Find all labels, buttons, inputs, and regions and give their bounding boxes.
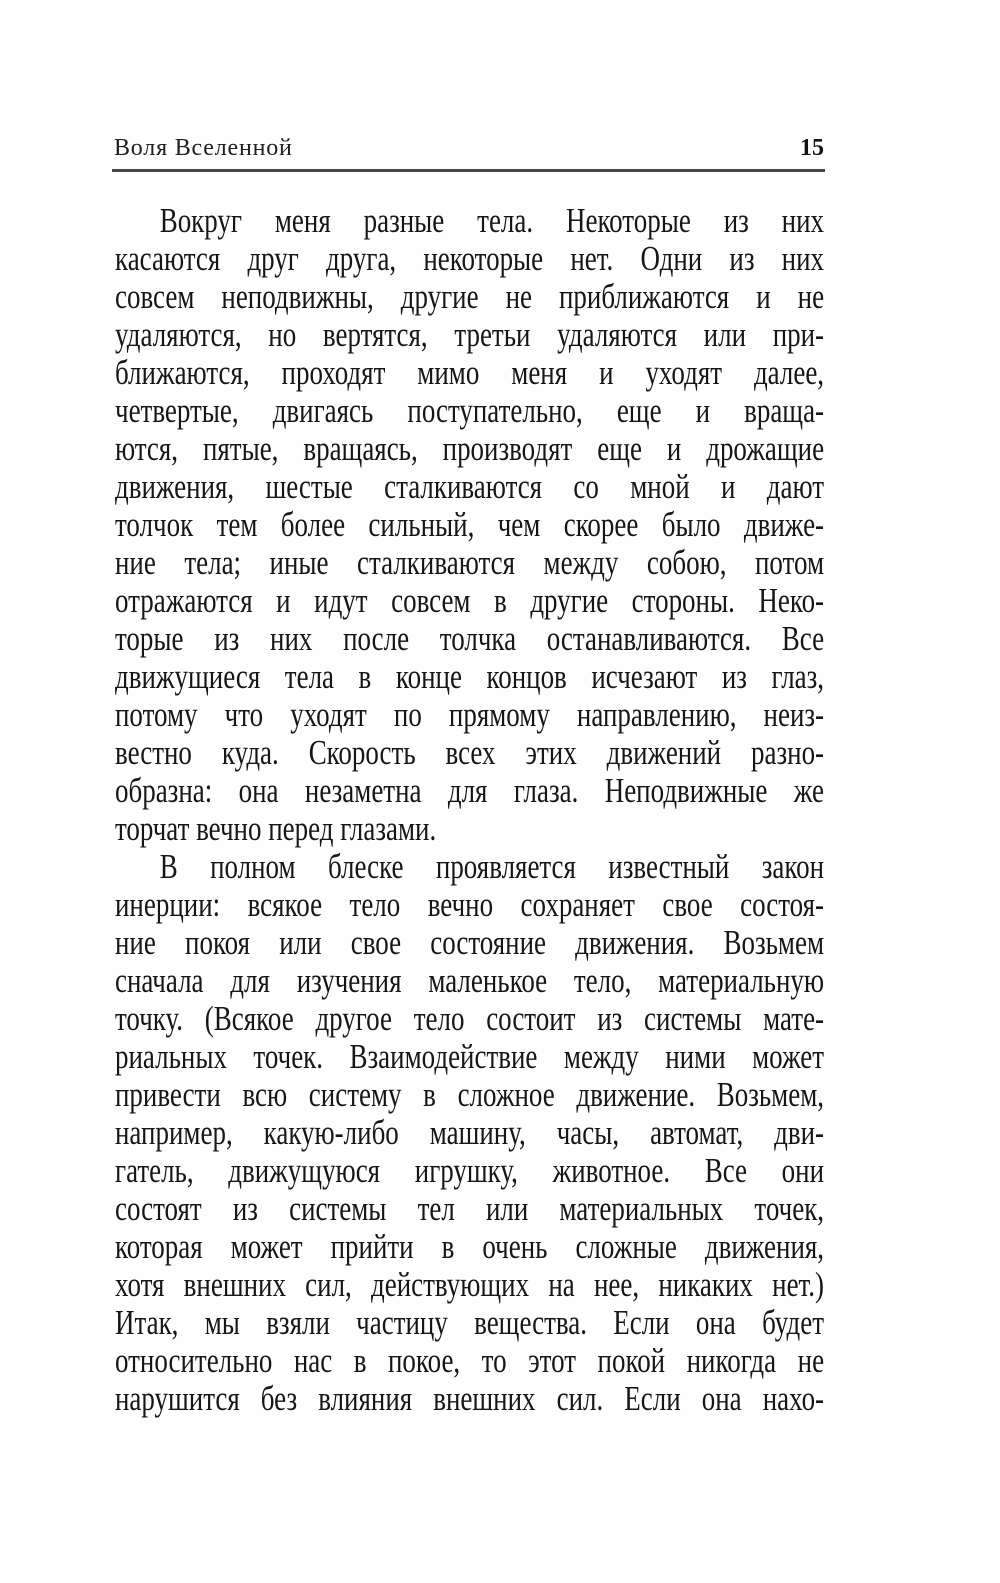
text-line: потому что уходят по прямому направлению, неиз- <box>115 695 825 734</box>
text-line: образна: она незаметна для глаза. Неподвижные же <box>115 771 825 810</box>
paragraphs <box>115 202 824 1418</box>
text-line: ние тела; иные сталкиваются между собою, потом <box>115 543 825 582</box>
text-line: ются, пятые, вращаясь, производят еще и дрожащие <box>115 429 825 468</box>
text-line: состоят из системы тел или материальных точек, <box>115 1189 825 1228</box>
page-header <box>114 135 824 162</box>
text-line: движущиеся тела в конце концов исчезают из глаз, <box>115 657 825 696</box>
text-line: точку. (Всякое другое тело состоит из системы мате- <box>115 999 825 1038</box>
text-line: ближаются, проходят мимо меня и уходят далее, <box>115 353 825 392</box>
text-line: вестно куда. Скорость всех этих движений разно- <box>115 733 825 772</box>
text-line: ние покоя или свое состояние движения. Возьмем <box>115 923 825 962</box>
text-line: движения, шестые сталкиваются со мной и дают <box>115 467 825 506</box>
text-line: совсем неподвижны, другие не приближаются и не <box>115 277 825 316</box>
page-number: 15 <box>800 135 824 161</box>
running-title: Воля Вселенной <box>114 135 293 161</box>
page-body <box>115 202 824 1418</box>
text-line: В полном блеске проявляется известный закон <box>159 847 825 886</box>
text-line: инерции: всякое тело вечно сохраняет свое состоя- <box>115 885 825 924</box>
text-line: сначала для изучения маленькое тело, материальную <box>115 961 825 1000</box>
header-rule <box>112 169 825 172</box>
text-line: например, какую-либо машину, часы, автомат, дви- <box>115 1113 825 1152</box>
text-line: торые из них после толчка останавливаются. Все <box>115 619 825 658</box>
text-line: риальных точек. Взаимодействие между ними может <box>115 1037 825 1076</box>
text-line: Итак, мы взяли частицу вещества. Если она будет <box>115 1303 825 1342</box>
text-line: торчат вечно перед глазами. <box>115 809 437 848</box>
text-line: хотя внешних сил, действующих на нее, никаких нет.) <box>115 1265 825 1304</box>
text-line: удаляются, но вертятся, третьи удаляются или при- <box>115 315 825 354</box>
text-line: четвертые, двигаясь поступательно, еще и враща- <box>115 391 825 430</box>
text-line: отражаются и идут совсем в другие стороны. Неко- <box>115 581 825 620</box>
text-line: толчок тем более сильный, чем скорее было движе- <box>115 505 825 544</box>
text-line: касаются друг друга, некоторые нет. Одни из них <box>115 239 825 278</box>
text-line: гатель, движущуюся игрушку, животное. Все они <box>115 1151 825 1190</box>
text-line: привести всю систему в сложное движение. Возьмем, <box>115 1075 825 1114</box>
text-line: которая может прийти в очень сложные движения, <box>115 1227 825 1266</box>
text-line: относительно нас в покое, то этот покой никогда не <box>115 1341 825 1380</box>
text-line: Вокруг меня разные тела. Некоторые из них <box>159 201 825 240</box>
text-line: нарушится без влияния внешних сил. Если она нахо- <box>115 1379 825 1418</box>
